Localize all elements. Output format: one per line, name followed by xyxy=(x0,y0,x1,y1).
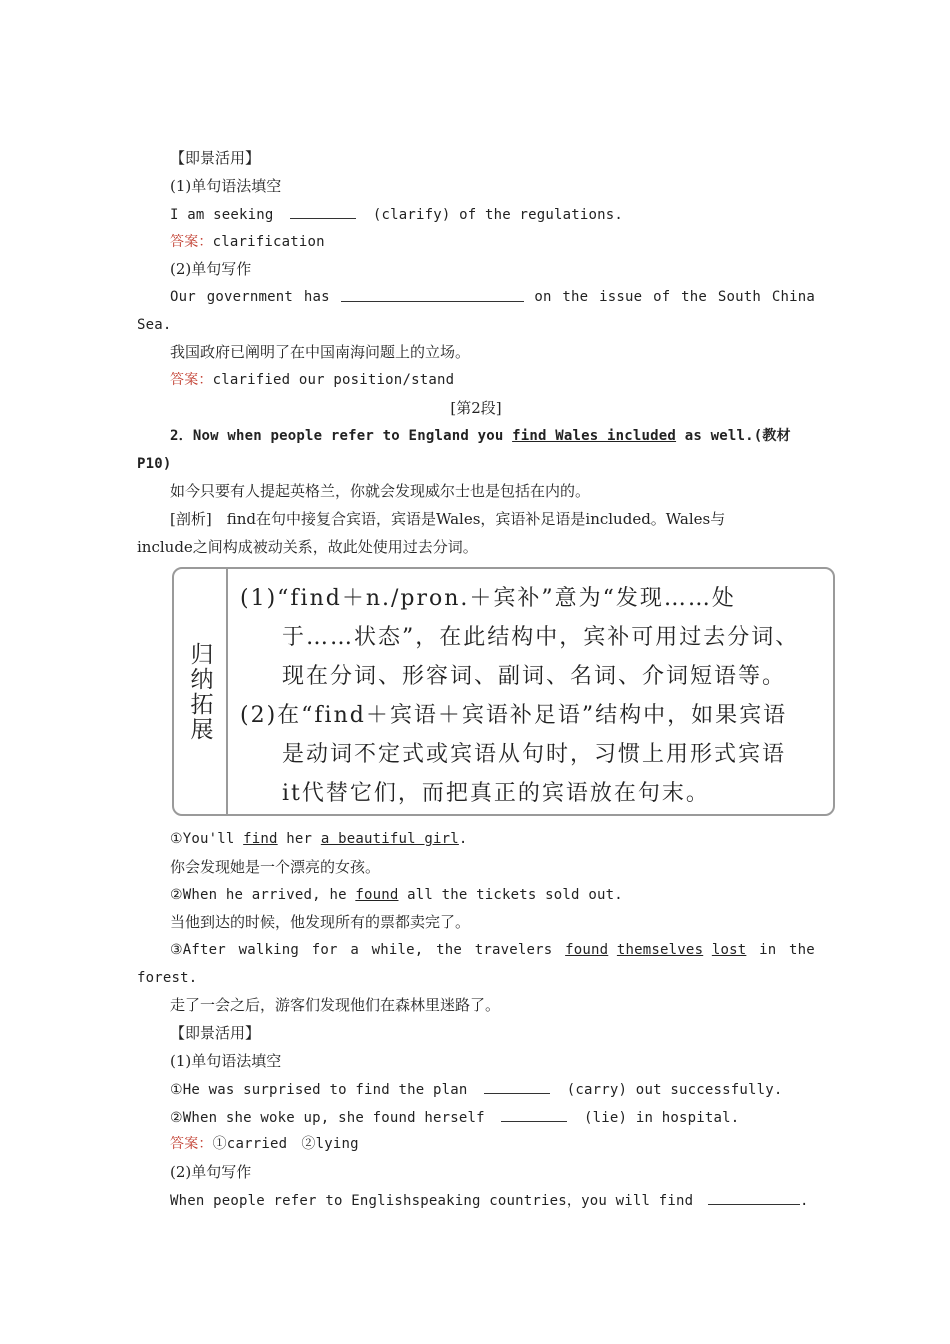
answer-text: clarified our position/stand xyxy=(212,372,455,388)
example-sentence xyxy=(170,829,815,849)
answer-blank xyxy=(341,287,524,302)
underlined-phrase: find xyxy=(243,831,278,847)
question-text: (carry) out successfully. xyxy=(566,1082,783,1098)
question-text: ①He was surprised to find the plan xyxy=(170,1082,468,1098)
answer-label: 答案： xyxy=(170,372,213,388)
exercise-title: (2)单句写作 xyxy=(170,260,252,278)
sentence-text: ①You'll xyxy=(170,831,244,847)
summary-content xyxy=(240,579,821,813)
word: Our xyxy=(170,289,196,305)
word: the xyxy=(681,289,708,305)
word: government xyxy=(206,289,293,305)
exercise-question xyxy=(170,1079,815,1100)
word: while, xyxy=(371,942,424,958)
segment-title: [第2段] xyxy=(450,399,502,417)
sentence-text: her xyxy=(277,831,321,847)
word: a xyxy=(350,942,359,958)
underlined-phrase: themselves xyxy=(616,942,704,958)
analysis-text: include之间构成被动关系，故此处使用过去分词。 xyxy=(137,538,478,556)
question-text: ②When she woke up, she found herself xyxy=(170,1110,485,1126)
underlined-group xyxy=(565,940,746,960)
sentence-text: as well.(教材 xyxy=(676,428,791,444)
question-text: (lie) in hospital. xyxy=(584,1110,740,1126)
summary-box xyxy=(172,567,835,816)
word: the xyxy=(562,289,589,305)
word: for xyxy=(311,942,338,958)
underlined-phrase: found xyxy=(355,887,399,903)
sentence-text: Now when people refer to England you xyxy=(192,428,513,444)
underlined-phrase: find Wales included xyxy=(512,428,677,444)
summary-line: 于……状态”，在此结构中，宾补可用过去分词、 xyxy=(282,625,800,650)
word: on xyxy=(534,289,552,305)
summary-line: 现在分词、形容词、副词、名词、介词短语等。 xyxy=(282,664,787,689)
answer-blank xyxy=(290,204,356,219)
sentence-translation: 如今只要有人提起英格兰，你就会发现威尔士也是包括在内的。 xyxy=(170,482,591,500)
answer-blank xyxy=(484,1079,550,1094)
section-heading: 【即景活用】 xyxy=(170,149,261,167)
word: in xyxy=(759,942,777,958)
example-sentence xyxy=(170,940,815,960)
chinese-prompt: 我国政府已阐明了在中国南海问题上的立场。 xyxy=(170,343,471,361)
key-sentence xyxy=(170,426,815,446)
exercise-question xyxy=(170,204,815,225)
example-translation: 你会发现她是一个漂亮的女孩。 xyxy=(170,858,381,876)
example-continuation: forest. xyxy=(137,970,198,986)
key-sentence-source: P10) xyxy=(137,456,172,472)
side-label-text: 归纳拓展 xyxy=(186,641,213,742)
answer-label: 答案： xyxy=(170,234,213,250)
word: ③After xyxy=(170,942,226,958)
underlined-phrase: found xyxy=(565,942,609,958)
answer-label: 答案： xyxy=(170,1136,213,1152)
word: has xyxy=(303,289,330,305)
question-text: I am seeking xyxy=(170,207,274,223)
section-heading: 【即景活用】 xyxy=(170,1024,261,1042)
summary-line: it代替它们，而把真正的宾语放在句末。 xyxy=(282,781,710,806)
exercise-title: (1)单句语法填空 xyxy=(170,1052,282,1070)
underlined-phrase: a beautiful girl xyxy=(320,831,459,847)
item-number: 2． xyxy=(170,428,193,444)
underlined-phrase: lost xyxy=(711,942,747,958)
exercise-title: (1)单句语法填空 xyxy=(170,177,282,195)
summary-side-label xyxy=(174,569,228,814)
summary-line: (1)“find＋n./pron.＋宾补”意为“发现……处 xyxy=(240,586,736,611)
question-text: (clarify) of the regulations. xyxy=(372,207,624,223)
answer-line xyxy=(170,232,815,252)
answer-text: clarification xyxy=(212,234,325,250)
exercise-question xyxy=(170,287,815,307)
exercise-question xyxy=(170,1107,815,1128)
example-translation: 当他到达的时候，他发现所有的票都卖完了。 xyxy=(170,913,471,931)
sentence-text: ②When he arrived, he xyxy=(170,887,356,903)
word: of xyxy=(653,289,671,305)
word: China xyxy=(771,289,815,305)
answer-text: ①carried ②lying xyxy=(212,1136,359,1152)
word: the xyxy=(436,942,463,958)
question-continuation: Sea. xyxy=(137,317,172,333)
answer-blank xyxy=(708,1190,800,1205)
word: travelers xyxy=(474,942,553,958)
analysis-text: [剖析] find在句中接复合宾语，宾语是Wales，宾语补足语是included。Wales与 xyxy=(170,510,726,528)
exercise-question xyxy=(170,1190,815,1211)
exercise-title: (2)单句写作 xyxy=(170,1163,252,1181)
example-translation: 走了一会之后，游客们发现他们在森林里迷路了。 xyxy=(170,996,501,1014)
question-text: When people refer to Englishspeaking countries，you will find xyxy=(170,1193,694,1209)
answer-line xyxy=(170,370,815,390)
sentence-text: all the tickets sold out. xyxy=(398,887,623,903)
summary-line: 是动词不定式或宾语从句时，习惯上用形式宾语 xyxy=(282,742,787,767)
word: issue xyxy=(599,289,643,305)
answer-line xyxy=(170,1134,815,1154)
answer-blank xyxy=(501,1107,567,1122)
example-sentence xyxy=(170,885,815,905)
word: South xyxy=(717,289,762,305)
word: the xyxy=(789,942,815,958)
word: walking xyxy=(238,942,300,958)
sentence-text: . xyxy=(458,831,468,847)
summary-line: (2)在“find＋宾语＋宾语补足语”结构中，如果宾语 xyxy=(240,703,788,728)
question-text: . xyxy=(799,1193,809,1209)
